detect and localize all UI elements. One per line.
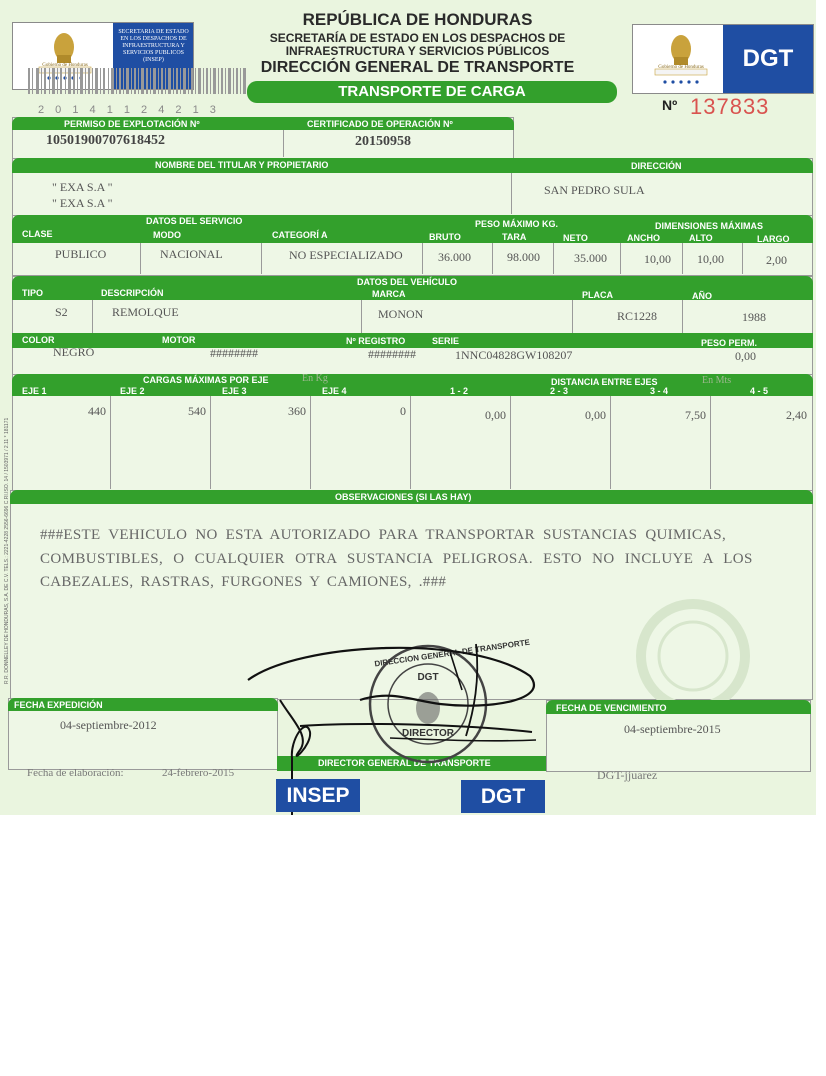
direccion-label: DIRECCIÓN <box>631 161 682 171</box>
bruto-value: 36.000 <box>438 250 471 264</box>
vehicle-divider <box>92 300 93 334</box>
title-republic: REPÚBLICA DE HONDURAS <box>302 10 533 29</box>
certificado-label: CERTIFICADO DE OPERACIÓN Nº <box>307 119 453 129</box>
document-number-prefix: Nº <box>662 97 678 113</box>
direccion-value: SAN PEDRO SULA <box>544 183 645 197</box>
motor-value: ######## <box>210 346 258 360</box>
col-tipo: TIPO <box>22 288 44 298</box>
datos-vehiculo-label: DATOS DEL VEHÍCULO <box>357 277 458 287</box>
axle-value: 360 <box>288 404 306 418</box>
axle-col-header: EJE 3 <box>222 386 247 396</box>
gov-caption-left: Gobierno de Honduras <box>42 63 88 68</box>
title-secretariat-2: INFRAESTRUCTURA Y SERVICIOS PÚBLICOS <box>285 44 550 58</box>
datos-servicio-label: DATOS DEL SERVICIO <box>146 216 243 226</box>
col-categoria: CATEGORÍ A <box>272 230 328 240</box>
color-value: NEGRO <box>53 345 95 359</box>
axle-value: 540 <box>188 404 206 418</box>
stamp-dgt-text: DGT <box>417 672 439 683</box>
gov-emblem-icon <box>641 27 721 91</box>
axle-divider <box>510 396 511 489</box>
observations-line1: ###ESTE VEHICULO NO ESTA AUTORIZADO PARA TRANSPORTAR SUSTANCIAS QUIMICAS, <box>40 527 727 543</box>
axle-col-header: 1 - 2 <box>450 386 469 396</box>
col-neto: NETO <box>563 233 588 243</box>
marca-value: MONON <box>378 307 424 321</box>
col-peso-perm: PESO PERM. <box>701 338 758 348</box>
clase-value: PUBLICO <box>55 247 107 261</box>
tara-value: 98.000 <box>507 250 540 264</box>
ancho-value: 10,00 <box>644 252 671 266</box>
axle-col-header: EJE 2 <box>120 386 145 396</box>
permiso-value: 10501900707618452 <box>46 133 165 148</box>
service-divider <box>742 243 743 274</box>
document-number: 137833 <box>690 94 770 119</box>
dgt-blue-block: DGT <box>723 25 813 93</box>
axle-value: 2,40 <box>786 408 807 422</box>
vencimiento-label: FECHA DE VENCIMIENTO <box>556 703 667 713</box>
col-descripcion: DESCRIPCIÓN <box>101 288 164 298</box>
col-tara: TARA <box>502 232 527 242</box>
dimensiones-label: DIMENSIONES MÁXIMAS <box>655 221 764 231</box>
dgt-button[interactable]: DGT <box>461 780 545 813</box>
service-divider <box>620 243 621 274</box>
service-divider <box>553 243 554 274</box>
neto-value: 35.000 <box>574 251 607 265</box>
distancia-label: DISTANCIA ENTRE EJES <box>551 377 658 387</box>
observations-line3: CABEZALES, RASTRAS, FURGONES Y CAMIONES, .### <box>40 574 447 590</box>
col-color: COLOR <box>22 335 55 345</box>
elaboracion-label: Fecha de elaboración: <box>27 767 124 779</box>
axle-value: 440 <box>88 404 106 418</box>
col-largo: LARGO <box>757 234 790 244</box>
axle-value: 0,00 <box>585 408 606 422</box>
vencimiento-value: 04-septiembre-2015 <box>624 722 721 736</box>
permit-divider <box>283 130 284 157</box>
modo-value: NACIONAL <box>160 247 223 261</box>
col-anio: AÑO <box>692 291 712 301</box>
service-divider <box>492 243 493 274</box>
stamp-director-text: DIRECTOR <box>401 728 455 739</box>
title-direction: DIRECCIÓN GENERAL DE TRANSPORTE <box>260 59 575 76</box>
axle-divider <box>710 396 711 489</box>
gov-caption-right: Gobierno de Honduras <box>658 65 704 70</box>
insep-button[interactable]: INSEP <box>276 779 360 812</box>
axle-divider <box>410 396 411 489</box>
watermark-seal-icon <box>618 596 768 706</box>
col-alto: ALTO <box>689 233 713 243</box>
anio-value: 1988 <box>742 310 766 324</box>
axle-col-header: 4 - 5 <box>750 386 769 396</box>
col-modo: MODO <box>153 230 181 240</box>
vehicle-divider <box>361 300 362 334</box>
observations-line2: COMBUSTIBLES, O CUALQUIER OTRA SUSTANCIA PELIGROSA. ESTO NO INCLUYE A LOS <box>40 551 753 567</box>
peso-perm-value: 0,00 <box>735 349 756 363</box>
col-bruto: BRUTO <box>429 232 461 242</box>
observations-label: OBSERVACIONES (SI LAS HAY) <box>335 492 472 502</box>
certificado-value: 20150958 <box>355 134 411 149</box>
side-printer-note: R.R. DONNELLEY DE HONDURAS, S.A. DE C.V. TELS.: 2221-4228 2556-6696 C.RI.ISO. 14 / 1503971 / 2.11 * 181171 <box>4 417 10 684</box>
owner-divider <box>511 173 512 214</box>
peso-maximo-label: PESO MÁXIMO KG. <box>475 219 559 229</box>
serie-value: 1NNC04828GW108207 <box>455 348 573 362</box>
elaboracion-value: 24-febrero-2015 <box>162 767 235 779</box>
axle-divider <box>110 396 111 489</box>
user-stamp: DGT-jjuarez <box>597 768 658 782</box>
owner-name-line1: " EXA S.A " <box>52 180 113 194</box>
owner-name-line2: " EXA S.A " <box>52 196 113 210</box>
axle-value: 0,00 <box>485 408 506 422</box>
axle-value: 0 <box>400 404 406 418</box>
service-divider <box>140 243 141 274</box>
owner-header-bar <box>12 158 813 173</box>
distancia-unit: En Mts <box>702 375 732 386</box>
axle-divider <box>310 396 311 489</box>
title-secretariat-1: SECRETARÍA DE ESTADO EN LOS DESPACHOS DE <box>269 31 566 45</box>
axle-col-header: 2 - 3 <box>550 386 569 396</box>
col-marca: MARCA <box>372 289 406 299</box>
col-motor: MOTOR <box>162 335 196 345</box>
axle-divider <box>210 396 211 489</box>
stamp-top-text: DIRECCION GENERAL DE TRANSPORTE <box>373 637 531 669</box>
expedicion-label: FECHA EXPEDICIÓN <box>14 700 103 710</box>
alto-value: 10,00 <box>697 252 724 266</box>
cargas-label: CARGAS MÁXIMAS POR EJE <box>143 375 269 385</box>
axle-col-header: EJE 1 <box>22 386 47 396</box>
vehicle-divider <box>572 300 573 334</box>
axle-divider <box>610 396 611 489</box>
col-serie: SERIE <box>432 336 460 346</box>
col-clase: CLASE <box>22 229 53 239</box>
cargas-unit: En Kg <box>302 373 328 384</box>
axle-col-header: 3 - 4 <box>650 386 669 396</box>
axle-value: 7,50 <box>685 408 706 422</box>
permiso-label: PERMISO DE EXPLOTACIÓN Nº <box>64 119 200 129</box>
col-placa: PLACA <box>582 290 613 300</box>
service-divider <box>682 243 683 274</box>
insep-sec-text: SECRETARIA DE ESTADO EN LOS DESPACHOS DE INFRAESTRUCTURA Y SERVICIOS PUBLICOS (INSEP) <box>118 29 189 63</box>
tipo-value: S2 <box>55 305 68 319</box>
largo-value: 2,00 <box>766 253 787 267</box>
barcode-number: 2 0 1 4 1 1 2 4 2 1 3 <box>38 104 220 116</box>
col-ancho: ANCHO <box>627 233 660 243</box>
col-registro: Nº REGISTRO <box>346 336 406 346</box>
categoria-value: NO ESPECIALIZADO <box>289 248 403 262</box>
service-divider <box>261 243 262 274</box>
descripcion-value: REMOLQUE <box>112 305 179 319</box>
director-label: DIRECTOR GENERAL DE TRANSPORTE <box>318 758 491 768</box>
placa-value: RC1228 <box>617 309 658 323</box>
vehicle-subheader-bar <box>12 333 813 348</box>
expedicion-value: 04-septiembre-2012 <box>60 718 157 732</box>
nombre-label: NOMBRE DEL TITULAR Y PROPIETARIO <box>155 160 329 170</box>
registro-value: ######## <box>368 347 416 361</box>
axle-col-header: EJE 4 <box>322 386 347 396</box>
service-divider <box>422 243 423 274</box>
transport-banner: TRANSPORTE DE CARGA <box>247 81 617 103</box>
dgt-logo <box>632 24 814 94</box>
vehicle-divider <box>682 300 683 334</box>
